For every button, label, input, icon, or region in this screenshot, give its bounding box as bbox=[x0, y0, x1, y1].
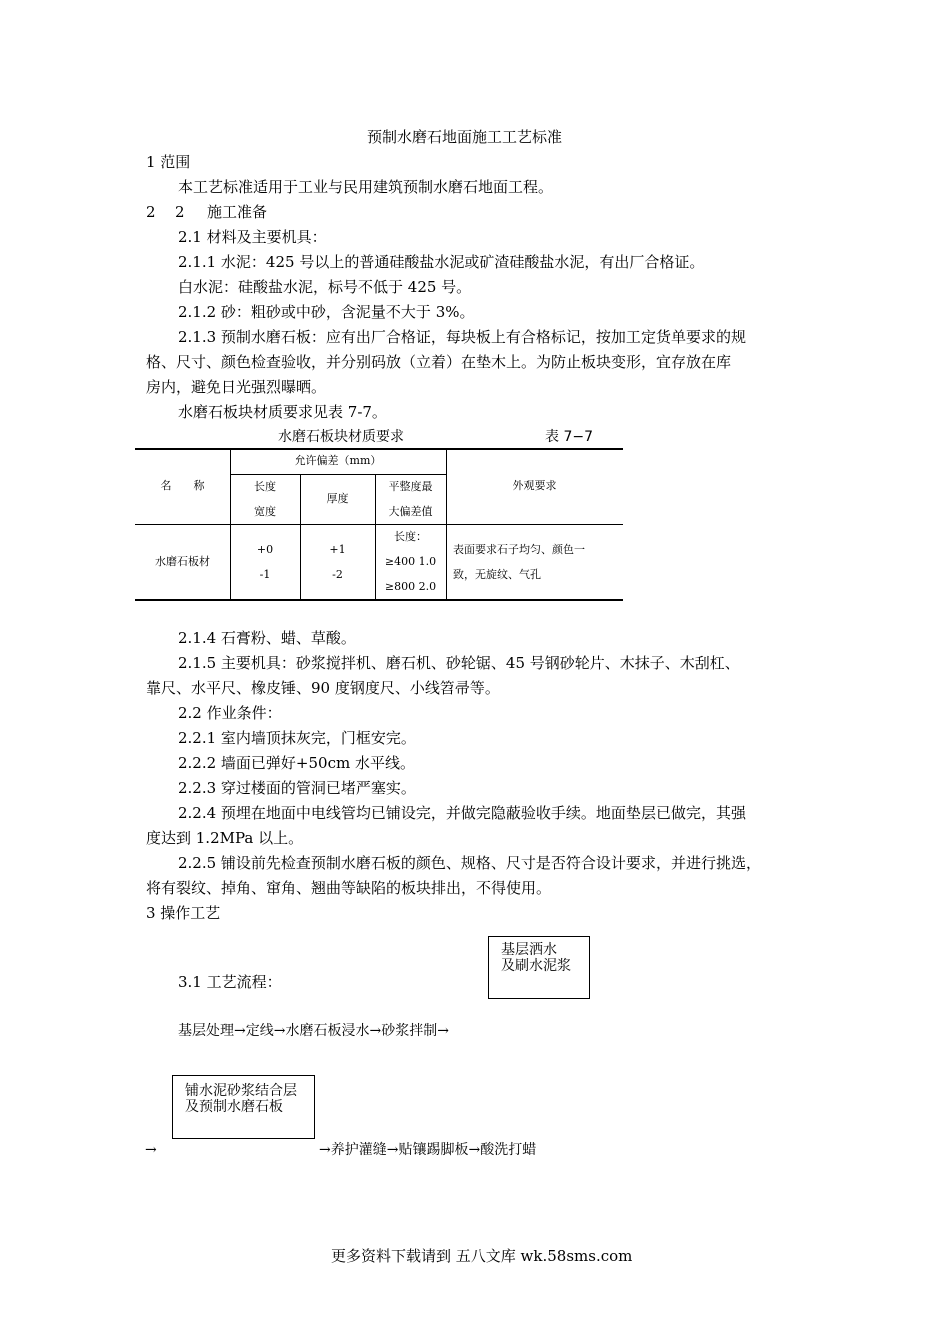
flow-box-1-line-2: 及刷水泥浆 bbox=[501, 958, 571, 974]
paragraph-2-1-2: 2.1.2 砂：粗砂或中砂，含泥量不大于 3%。 bbox=[178, 303, 475, 321]
flow-line-1: 基层处理→定线→水磨石板浸水→砂浆拌制→ bbox=[178, 1023, 449, 1039]
paragraph-2-1-5-line-1: 2.1.5 主要机具：砂浆搅拌机、磨石机、砂轮锯、45 号钢砂轮片、木抹子、木刮杠、 bbox=[178, 654, 740, 672]
flow-box-water-slurry bbox=[488, 936, 590, 999]
paragraph-2-2-5-line-2: 将有裂纹、掉角、窜角、翘曲等缺陷的板块排出，不得使用。 bbox=[146, 879, 552, 897]
row-name: 水磨石板材 bbox=[155, 555, 210, 568]
row-flatness-400: ≥400 1.0 bbox=[384, 555, 437, 568]
row-thickness-upper: +1 bbox=[329, 543, 346, 556]
paragraph-2-2-1: 2.2.1 室内墙顶抹灰完，门框安完。 bbox=[178, 729, 416, 747]
section-2-number: 2 bbox=[146, 203, 156, 221]
header-tolerance: 允许偏差（mm） bbox=[294, 454, 382, 467]
paragraph-2-2-3: 2.2.3 穿过楼面的管洞已堵严塞实。 bbox=[178, 779, 416, 797]
document-title: 预制水磨石地面施工工艺标准 bbox=[367, 128, 563, 146]
header-width: 宽度 bbox=[254, 505, 276, 518]
flow-arrow-start: → bbox=[145, 1142, 157, 1158]
row-thickness-lower: -2 bbox=[332, 568, 343, 581]
section-1-heading: 1 范围 bbox=[146, 153, 191, 171]
row-length-upper: +0 bbox=[256, 543, 274, 556]
flow-box-2-line-1: 铺水泥砂浆结合层 bbox=[185, 1083, 297, 1099]
section-1-body: 本工艺标准适用于工业与民用建筑预制水磨石地面工程。 bbox=[178, 178, 554, 196]
paragraph-2-2-4-line-1: 2.2.4 预埋在地面中电线管均已铺设完，并做完隐蔽验收手续。地面垫层已做完，其强 bbox=[178, 804, 746, 822]
header-length: 长度 bbox=[254, 480, 276, 493]
paragraph-2-1-5-line-2: 靠尺、水平尺、橡皮锤、90 度钢度尺、小线笤帚等。 bbox=[146, 679, 500, 697]
section-2-number-repeat: 2 bbox=[175, 203, 185, 221]
flow-box-2-line-2: 及预制水磨石板 bbox=[185, 1099, 283, 1115]
paragraph-2-2-2: 2.2.2 墙面已弹好+50cm 水平线。 bbox=[178, 754, 415, 772]
paragraph-2-2-4-line-2: 度达到 1.2MPa 以上。 bbox=[146, 829, 304, 847]
table-number: 表 7−7 bbox=[545, 429, 593, 445]
table-title: 水磨石板块材质要求 bbox=[278, 429, 404, 445]
paragraph-2-1-3-line-2: 格、尺寸、颜色检查验收，并分别码放（立着）在垫木上。为防止板块变形，宜存放在库 bbox=[146, 353, 732, 371]
row-appearance-line-2: 致，无旋纹、气孔 bbox=[453, 568, 541, 581]
paragraph-2-1-1: 2.1.1 水泥：425 号以上的普通硅酸盐水泥或矿渣硅酸盐水泥，有出厂合格证。 bbox=[178, 253, 705, 271]
footer-download-note: 更多资料下载请到 五八文库 wk.58sms.com bbox=[331, 1247, 633, 1265]
paragraph-2-1-3-line-3: 房内，避免日光强烈曝晒。 bbox=[146, 378, 327, 396]
flow-box-mortar-bed bbox=[172, 1075, 315, 1139]
row-flatness-label: 长度： bbox=[394, 530, 427, 543]
paragraph-2-1-1-white-cement: 白水泥：硅酸盐水泥，标号不低于 425 号。 bbox=[178, 278, 472, 296]
flow-line-2: →养护灌缝→贴镶踢脚板→酸洗打蜡 bbox=[319, 1142, 537, 1158]
section-3-heading: 3 操作工艺 bbox=[146, 904, 221, 922]
header-appearance: 外观要求 bbox=[512, 479, 557, 492]
paragraph-2-1-4: 2.1.4 石膏粉、蜡、草酸。 bbox=[178, 629, 356, 647]
flow-box-1-line-1: 基层洒水 bbox=[501, 942, 557, 958]
paragraph-3-1: 3.1 工艺流程： bbox=[178, 973, 282, 991]
row-flatness-800: ≥800 2.0 bbox=[384, 580, 437, 593]
header-flatness-line-2: 大偏差值 bbox=[388, 505, 433, 518]
paragraph-2-2-5-line-1: 2.2.5 铺设前先检查预制水磨石板的颜色、规格、尺寸是否符合设计要求，并进行挑选， bbox=[178, 854, 761, 872]
row-length-lower: -1 bbox=[259, 568, 271, 581]
table-reference: 水磨石板块材质要求见表 7-7。 bbox=[178, 403, 387, 421]
paragraph-2-1: 2.1 材料及主要机具： bbox=[178, 228, 327, 246]
header-name: 名 称 bbox=[160, 479, 205, 492]
header-thickness: 厚度 bbox=[326, 492, 349, 505]
section-2-heading: 施工准备 bbox=[207, 203, 268, 221]
header-flatness-line-1: 平整度最 bbox=[388, 480, 433, 493]
row-appearance-line-1: 表面要求石子均匀、颜色一 bbox=[453, 543, 585, 556]
paragraph-2-1-3-line-1: 2.1.3 预制水磨石板：应有出厂合格证，每块板上有合格标记，按加工定货单要求的规 bbox=[178, 328, 746, 346]
paragraph-2-2: 2.2 作业条件： bbox=[178, 704, 282, 722]
